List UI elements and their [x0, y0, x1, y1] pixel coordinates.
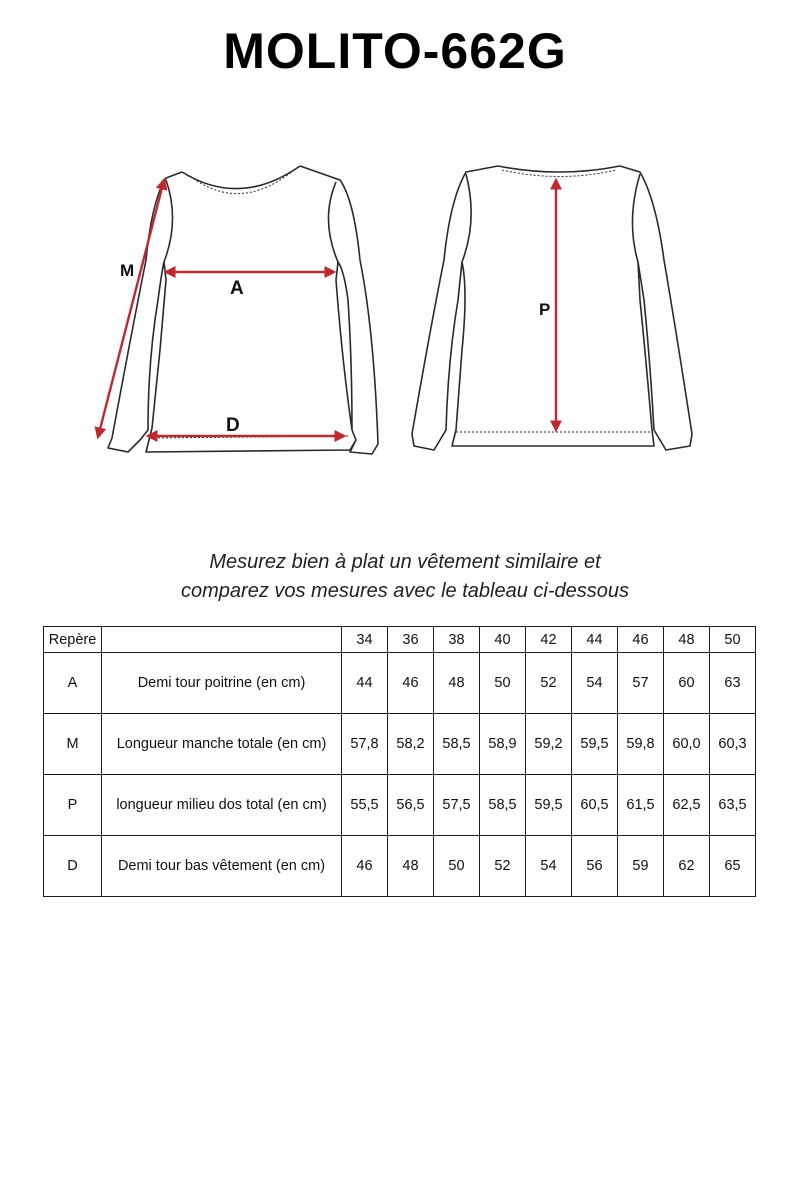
sleeve-arrow-m [98, 180, 164, 437]
header-size: 38 [434, 627, 480, 653]
front-right-armhole [328, 182, 338, 262]
label-a: A [230, 278, 244, 299]
row-label: Demi tour poitrine (en cm) [102, 653, 342, 714]
back-neckline [498, 166, 620, 172]
header-size: 44 [572, 627, 618, 653]
front-body-outline [108, 166, 378, 454]
row-value: 57,8 [342, 714, 388, 775]
row-value: 44 [342, 653, 388, 714]
row-value: 57 [618, 653, 664, 714]
row-value: 55,5 [342, 775, 388, 836]
row-code: A [44, 653, 102, 714]
row-value: 60,0 [664, 714, 710, 775]
row-code: P [44, 775, 102, 836]
row-value: 58,5 [480, 775, 526, 836]
row-value: 60,5 [572, 775, 618, 836]
row-label: Demi tour bas vêtement (en cm) [102, 836, 342, 897]
measurement-instructions [0, 548, 800, 606]
row-label: longueur milieu dos total (en cm) [102, 775, 342, 836]
table-row [44, 775, 756, 836]
row-value: 62,5 [664, 775, 710, 836]
front-neck-stitching [190, 170, 294, 194]
row-value: 46 [342, 836, 388, 897]
row-value: 63,5 [710, 775, 756, 836]
row-value: 46 [388, 653, 434, 714]
row-value: 59,8 [618, 714, 664, 775]
instructions-line-1: Mesurez bien à plat un vêtement similaire et [209, 551, 601, 573]
row-value: 63 [710, 653, 756, 714]
back-right-armhole [632, 174, 640, 262]
row-label: Longueur manche totale (en cm) [102, 714, 342, 775]
row-value: 59 [618, 836, 664, 897]
header-size: 42 [526, 627, 572, 653]
header-size: 36 [388, 627, 434, 653]
back-left-armhole [462, 174, 471, 262]
row-value: 48 [434, 653, 480, 714]
row-value: 58,9 [480, 714, 526, 775]
size-chart-table [43, 626, 756, 897]
header-size: 48 [664, 627, 710, 653]
row-value: 61,5 [618, 775, 664, 836]
front-view-drawing [108, 166, 378, 454]
back-neck-stitching [502, 170, 616, 177]
header-size: 50 [710, 627, 756, 653]
front-neckline [182, 166, 300, 189]
row-value: 59,2 [526, 714, 572, 775]
row-value: 60 [664, 653, 710, 714]
label-p: P [539, 300, 551, 319]
row-value: 56,5 [388, 775, 434, 836]
row-value: 65 [710, 836, 756, 897]
row-value: 54 [526, 836, 572, 897]
row-value: 60,3 [710, 714, 756, 775]
page-title: MOLITO-662G [223, 23, 567, 79]
row-code: D [44, 836, 102, 897]
instructions-line-2: comparez vos mesures avec le tableau ci-dessous [181, 580, 629, 602]
front-left-armhole [164, 180, 173, 262]
header-description [102, 627, 342, 653]
row-value: 58,2 [388, 714, 434, 775]
row-value: 48 [388, 836, 434, 897]
row-value: 56 [572, 836, 618, 897]
garment-diagram [90, 150, 710, 460]
row-value: 57,5 [434, 775, 480, 836]
row-value: 62 [664, 836, 710, 897]
header-size: 46 [618, 627, 664, 653]
row-value: 54 [572, 653, 618, 714]
row-value: 50 [434, 836, 480, 897]
header-size: 34 [342, 627, 388, 653]
row-value: 58,5 [434, 714, 480, 775]
back-body-outline [412, 166, 692, 450]
label-d: D [226, 415, 240, 436]
row-value: 59,5 [526, 775, 572, 836]
row-value: 50 [480, 653, 526, 714]
back-view-drawing [412, 166, 692, 450]
row-code: M [44, 714, 102, 775]
front-measure-arrows [98, 180, 344, 437]
table-header-row [44, 627, 756, 653]
row-value: 52 [480, 836, 526, 897]
table-row [44, 836, 756, 897]
label-m: M [120, 261, 135, 280]
row-value: 52 [526, 653, 572, 714]
table-row [44, 714, 756, 775]
header-repere: Repère [44, 627, 102, 653]
row-value: 59,5 [572, 714, 618, 775]
header-size: 40 [480, 627, 526, 653]
table-row [44, 653, 756, 714]
